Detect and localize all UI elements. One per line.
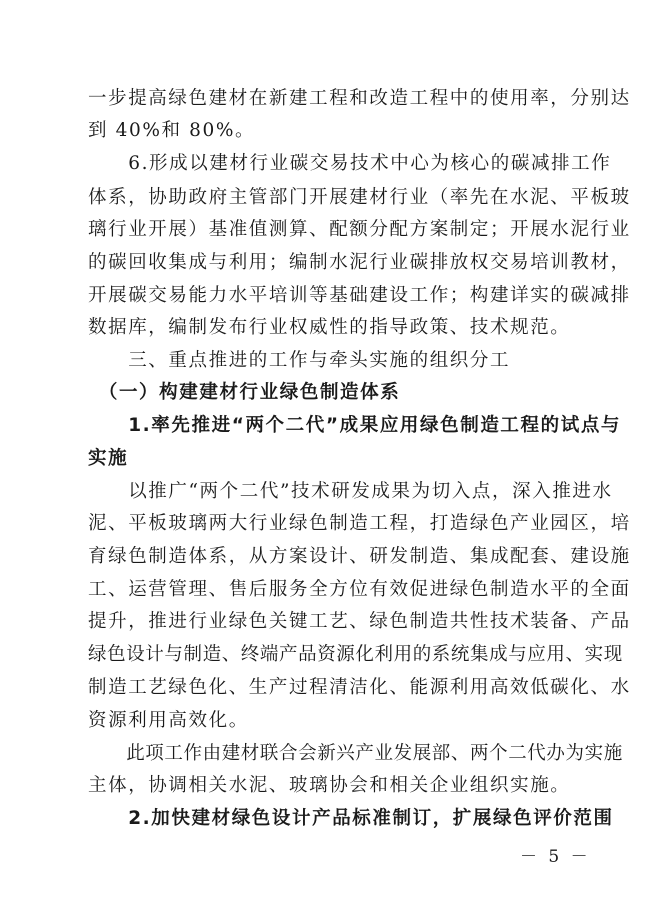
body-text-line: 资源利用高效化。 xyxy=(88,710,249,731)
page-number: － 5 － xyxy=(520,847,591,867)
body-text-line: 以推广“两个二代”技术研发成果为切入点，深入推进水 xyxy=(88,481,613,502)
body-text-line: 6.形成以建材行业碳交易技术中心为核心的碳减排工作 xyxy=(88,153,612,174)
body-text-line: 育绿色制造体系，从方案设计、研发制造、集成配套、建设施 xyxy=(88,546,631,567)
item-heading: 1.率先推进“两个二代”成果应用绿色制造工程的试点与 xyxy=(88,415,622,436)
body-text-line: 提升，推进行业绿色关键工艺、绿色制造共性技术装备、产品 xyxy=(88,611,631,632)
body-text-line: 主体，协调相关水泥、玻璃协会和相关企业组织实施。 xyxy=(88,775,571,796)
body-text-line: 工、运营管理、售后服务全方位有效促进绿色制造水平的全面 xyxy=(88,579,631,600)
body-text-line: 泥、平板玻璃两大行业绿色制造工程，打造绿色产业园区，培 xyxy=(88,513,631,534)
section-heading: 三、重点推进的工作与牵头实施的组织分工 xyxy=(88,350,511,371)
item-heading: 实施 xyxy=(88,448,129,469)
body-text-line: 到 40%和 80%。 xyxy=(88,120,256,141)
body-text-line: 数据库，编制发布行业权威性的指导政策、技术规范。 xyxy=(88,317,571,338)
body-text-line: 绿色设计与制造、终端产品资源化利用的系统集成与应用、实现 xyxy=(88,644,623,665)
body-text-line: 开展碳交易能力水平培训等基础建设工作；构建详实的碳减排 xyxy=(88,285,631,306)
body-text-line: 的碳回收集成与利用；编制水泥行业碳排放权交易培训教材， xyxy=(88,252,631,273)
body-text-line: 此项工作由建材联合会新兴产业发展部、两个二代办为实施 xyxy=(88,743,623,764)
body-text-line: 制造工艺绿色化、生产过程清洁化、能源利用高效低碳化、水 xyxy=(88,677,631,698)
body-text-line: 一步提高绿色建材在新建工程和改造工程中的使用率，分别达 xyxy=(88,88,631,109)
body-text-line: 体系，协助政府主管部门开展建材行业（率先在水泥、平板玻 xyxy=(88,187,631,208)
subsection-heading: （一）构建建材行业绿色制造体系 xyxy=(88,382,401,403)
body-text-line: 璃行业开展）基准值测算、配额分配方案制定；开展水泥行业 xyxy=(88,219,631,240)
item-heading: 2.加快建材绿色设计产品标准制订，扩展绿色评价范围 xyxy=(88,808,614,829)
